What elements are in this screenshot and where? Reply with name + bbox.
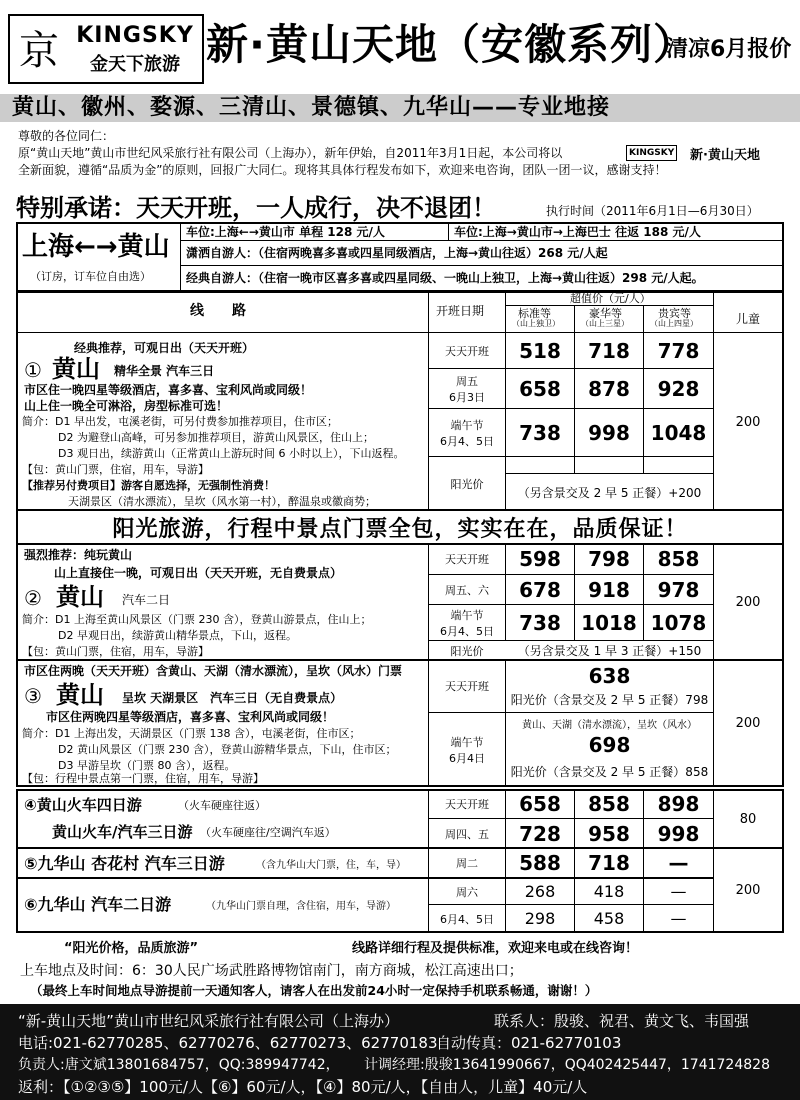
route5-price-vip: — <box>668 850 689 875</box>
consult-note: 线路详细行程及提供标准，欢迎来电或在线咨询！ <box>352 941 639 956</box>
footer <box>0 1004 800 1100</box>
route2-price-lux-2: 918 <box>588 577 630 602</box>
route3-include: 【包：行程中景点第一门票，住宿，用车，导游】 <box>22 772 264 785</box>
route1-date-3: 端午节 6月4、5日 <box>440 418 494 448</box>
route2-price-vip-3: 1078 <box>650 610 707 635</box>
route2-date-2: 周五、六 <box>445 583 489 597</box>
route1-price-lux-3: 998 <box>588 420 630 445</box>
route3-number: ③ <box>24 684 42 708</box>
route6-date-2: 6月4、5日 <box>440 912 494 926</box>
col-route: 线 路 <box>190 303 246 319</box>
greeting: 尊敬的各位同仁： <box>18 129 115 143</box>
route3-headline: 市区住两晚（天天开班）含黄山、天湖（清水漂流），呈坎（风水）门票 <box>24 664 403 678</box>
price-season-tag: 清凉6月报价 <box>666 37 792 62</box>
route6-price-std-2: 298 <box>524 909 556 928</box>
pickup-notice: （最终上车时间地点导游提前一天通知客人，请客人在出发前24小时一定保持手机联系畅通，谢谢！） <box>30 983 598 998</box>
route4-child-price: 80 <box>739 811 757 827</box>
route4-date-2: 周四、五 <box>445 827 489 841</box>
col-lux-sub: （山上三星） <box>581 319 629 328</box>
route1-sun-price: （另含景交及 2 早 5 正餐）+200 <box>517 485 702 500</box>
route4-price-std-2: 728 <box>519 821 561 846</box>
transfer-note: （订房，订车位自由选） <box>30 270 151 283</box>
transfer-line-4: 经典自游人：（住宿一晚市区喜多喜或四星同级、一晚山上独卫，上海→黄山往返）298 元/人起。 <box>186 271 704 285</box>
route2-date-3: 端午节 6月4、5日 <box>440 608 494 638</box>
route5-6-child-price: 200 <box>735 882 761 898</box>
transfer-line-3: 潇洒自游人：（住宿两晚喜多喜或四星同级酒店，上海→黄山往返）268 元/人起 <box>186 246 608 260</box>
col-date: 开班日期 <box>436 304 485 318</box>
route4-line-1: ④黄山火车四日游 <box>24 796 142 814</box>
slogan: “阳光价格，品质旅游” <box>64 941 199 956</box>
route1-price-std-3: 738 <box>519 420 561 445</box>
footer-company: “新-黄山天地”黄山市世纪风采旅行社有限公司（上海办） <box>18 1012 399 1030</box>
route2-d2: D2 早观日出，续游黄山精华景点，下山，返程。 <box>58 629 297 642</box>
route3-sun-2: 阳光价（含景交及 2 早 5 正餐）858 <box>510 764 709 779</box>
route6-sub: （九华山门票自理，含住宿，用车，导游） <box>206 901 396 912</box>
route5-price-std: 588 <box>519 850 561 875</box>
route2-price-vip-2: 978 <box>657 577 700 602</box>
route1-hotel: 市区住一晚四星等级酒店，喜多喜、宝利风尚或同级！ <box>24 383 313 397</box>
route2-price-vip-1: 858 <box>657 547 700 571</box>
col-value: 超值价（元/人） <box>570 292 651 305</box>
route4-price-vip-1: 898 <box>657 792 700 816</box>
route1-d3: D3 观日出，续游黄山（正常黄山上游玩时间 6 小时以上），下山返程。 <box>58 447 405 460</box>
intro-line-2: 全新面貌，遵循“品质为金”的原则，回报广大同仁。现将其具体行程发布如下，欢迎来电咨询，团队一团一议，感谢支持！ <box>18 163 667 177</box>
route4-price-std-1: 658 <box>519 792 561 816</box>
inline-logo: KINGSKY <box>626 145 677 161</box>
route4-line-2: 黄山火车/汽车三日游 <box>52 823 193 841</box>
route2-headline: 强烈推荐：纯玩黄山 <box>24 548 133 562</box>
route2-price-std-1: 598 <box>519 547 561 571</box>
route1-d2: D2 为避登山高峰，可另参加推荐项目，游黄山风景区，住山上； <box>58 431 374 444</box>
transfer-line-2: 车位:上海→黄山市→上海巴士 往返 188 元/人 <box>454 225 701 239</box>
route2-sun-date: 阳光价 <box>450 644 484 658</box>
route2-price-std-3: 738 <box>519 610 561 635</box>
route2-sun-price: （另含景交及 1 早 3 正餐）+150 <box>517 644 702 658</box>
route1-optional-list: 天湖景区（清水漂流），呈坎（风水第一村），醉温泉或徽商势； <box>68 495 376 508</box>
route1-date-2: 周五 6月3日 <box>449 374 485 404</box>
route2-number: ② <box>24 586 42 610</box>
col-child: 儿童 <box>736 312 761 326</box>
route3-sun-1: 阳光价（含景交及 2 早 5 正餐）798 <box>510 692 709 707</box>
route5-name: ⑤九华山 杏花村 汽车三日游 <box>24 854 225 873</box>
route4-line-1-sub: （火车硬座往返） <box>178 799 266 812</box>
route2-price-lux-1: 798 <box>588 547 630 571</box>
route4-date-1: 天天开班 <box>445 798 489 811</box>
footer-rebate: 返利：【①②③⑤】100元/人【⑥】60元/人，【④】80元/人，【自由人，儿童】40元/人 <box>18 1078 588 1096</box>
route1-number: ① <box>24 358 42 382</box>
footer-fax: 自动传真：021-62770103 <box>436 1034 622 1052</box>
company-logo <box>8 14 204 84</box>
page-title: 新·黄山天地（安徽系列） <box>206 20 696 69</box>
col-vip-sub: （山上四星） <box>650 319 698 328</box>
special-promise: 特别承诺：天天开班，一人成行，决不退团！ <box>16 194 496 222</box>
route1-include: 【包：黄山门票，住宿，用车，导游】 <box>22 463 209 476</box>
route4-line-2-sub: （火车硬座往/空调汽车返） <box>200 826 336 839</box>
route4-price-vip-2: 998 <box>657 821 700 846</box>
route5-sub: （含九华山大门票，住，车，导） <box>256 860 406 871</box>
route1-child-price: 200 <box>735 414 761 430</box>
route3-d2: D2 黄山风景区（门票 230 含），登黄山游精华景点，下山，住市区； <box>58 743 397 756</box>
route3-sub: 呈坎 天湖景区 汽车三日（无自费景点） <box>122 691 343 705</box>
route2-price-lux-3: 1018 <box>581 610 637 635</box>
route1-name: 黄山 <box>52 355 100 383</box>
route6-name: ⑥九华山 汽车二日游 <box>24 895 172 914</box>
route1-price-vip-3: 1048 <box>650 420 707 445</box>
logo-chinese: 金天下旅游 <box>90 53 180 75</box>
route1-date-1: 天天开班 <box>445 344 489 358</box>
col-lux: 豪华等 <box>589 307 622 320</box>
route3-date-2: 端午节 6月4日 <box>449 735 485 765</box>
route3-hotel: 市区住两晚四星等级酒店，喜多喜、宝利风尚或同级！ <box>46 710 335 724</box>
route4-price-lux-2: 958 <box>588 821 630 846</box>
route3-date-1: 天天开班 <box>445 680 489 693</box>
route6-price-std-1: 268 <box>524 882 556 901</box>
route1-mountain: 山上住一晚全可淋浴，房型标准可选！ <box>24 399 229 413</box>
route1-price-vip-1: 778 <box>657 338 700 363</box>
region-bar: 黄山、徽州、婺源、三清山、景德镇、九华山——专业地接 <box>0 94 800 122</box>
route3-name: 黄山 <box>56 681 104 709</box>
route2-date-1: 天天开班 <box>445 553 489 566</box>
footer-contacts: 联系人：殷骏、祝君、黄文飞、韦国强 <box>494 1012 750 1030</box>
route3-note-2: 黄山、天湖（清水漂流），呈坎（风水） <box>522 719 697 731</box>
route2-d1: 简介：D1 上海至黄山风景区（门票 230 含），登黄山游景点，住山上； <box>22 613 372 626</box>
execution-period: 执行时间（2011年6月1日—6月30日） <box>546 204 759 218</box>
intro-line-1: 原“黄山天地”黄山市世纪风采旅行社有限公司（上海办），新年伊始，自2011年3月1日起，本公司将以 <box>18 146 563 160</box>
col-std-sub: （山上独卫） <box>512 319 560 328</box>
route3-child-price: 200 <box>735 715 761 731</box>
route1-price-lux-2: 878 <box>588 376 630 401</box>
route1-sub: 精华全景 汽车三日 <box>114 364 215 378</box>
route1-sun-date: 阳光价 <box>450 478 484 491</box>
route2-sub: 汽车二日 <box>122 593 171 607</box>
route5-date: 周二 <box>456 856 478 870</box>
route3-price-1: 638 <box>588 664 631 688</box>
route2-price-std-2: 678 <box>519 577 561 602</box>
footer-ops-manager: 计调经理:殷骏13641990667，QQ402425447，1741724828 <box>364 1057 770 1073</box>
route1-optional: 【推荐另付费项目】游客自愿选择，无强制性消费！ <box>22 479 275 492</box>
logo-mark: 京 <box>19 27 59 74</box>
col-std: 标准等 <box>518 307 551 320</box>
logo-english: KINGSKY <box>76 22 194 48</box>
footer-manager: 负责人:唐文斌13801684757，QQ:389947742， <box>18 1057 340 1073</box>
route3-price-2: 698 <box>588 733 631 757</box>
route3-d3: D3 早游呈坎（门票 80 含），返程。 <box>58 759 236 772</box>
route1-price-lux-1: 718 <box>588 338 630 363</box>
route1-headline: 经典推荐，可观日出（天天开班） <box>74 341 255 355</box>
inline-brand: 新·黄山天地 <box>690 148 760 163</box>
route6-price-vip-1: — <box>670 882 687 901</box>
route1-price-std-1: 518 <box>519 338 561 363</box>
route1-d1: 简介：D1 早出发，屯溪老街，可另付费参加推荐项目，住市区； <box>22 415 338 428</box>
route3-d1: 简介：D1 上海出发，天湖景区（门票 138 含），屯溪老街，住市区； <box>22 727 361 740</box>
quality-banner: 阳光旅游，行程中景点门票全包，实实在在，品质保证！ <box>16 509 784 545</box>
route4-price-lux-1: 858 <box>588 792 630 816</box>
transfer-title: 上海←→黄山 <box>22 232 170 262</box>
route2-include: 【包：黄山门票，住宿，用车，导游】 <box>22 645 209 658</box>
route2-name: 黄山 <box>56 583 104 611</box>
route1-price-std-2: 658 <box>519 376 561 401</box>
footer-phone: 电话:021-62770285、62770276、62770273、62770183 <box>18 1034 438 1052</box>
route6-price-lux-1: 418 <box>593 882 625 901</box>
route6-price-vip-2: — <box>670 909 687 928</box>
route2-desc: 山上直接住一晚，可观日出（天天开班，无自费景点） <box>54 566 343 580</box>
col-vip: 贵宾等 <box>658 307 691 320</box>
route1-price-vip-2: 928 <box>657 376 700 401</box>
route2-child-price: 200 <box>735 595 761 610</box>
route6-price-lux-2: 458 <box>593 909 625 928</box>
transfer-line-1: 车位:上海←→黄山市 单程 128 元/人 <box>186 225 385 239</box>
route5-price-lux: 718 <box>588 850 630 875</box>
pickup-info: 上车地点及时间：6：30人民广场武胜路博物馆南门，南方商城，松江高速出口； <box>20 963 523 979</box>
route6-date-1: 周六 <box>456 885 478 899</box>
